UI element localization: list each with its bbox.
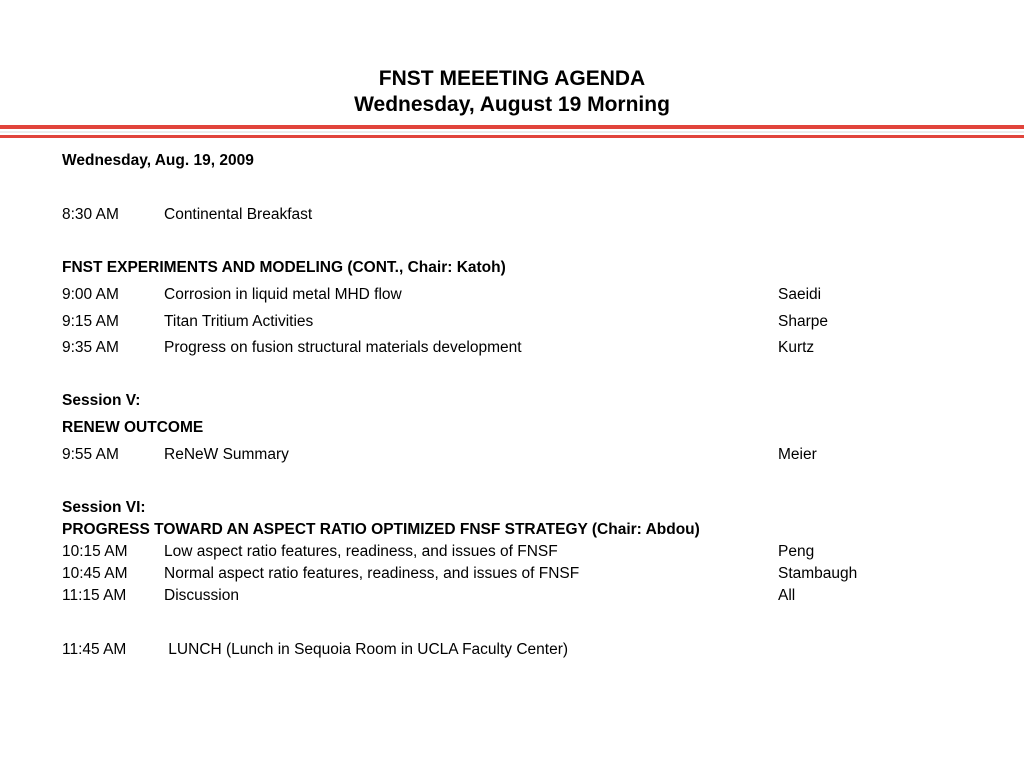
agenda-row xyxy=(62,542,962,562)
agenda-row-lunch xyxy=(62,640,962,660)
row-time: 11:15 AM xyxy=(62,587,127,604)
row-time: 11:45 AM xyxy=(62,641,127,658)
row-time: 10:15 AM xyxy=(62,543,128,560)
row-time: 9:15 AM xyxy=(62,313,119,330)
row-topic: Corrosion in liquid metal MHD flow xyxy=(164,286,402,303)
agenda-row xyxy=(62,586,962,606)
session-v-heading: RENEW OUTCOME xyxy=(62,419,204,436)
row-speaker: All xyxy=(778,587,796,604)
row-time: 9:55 AM xyxy=(62,446,119,463)
row-topic: Progress on fusion structural materials development xyxy=(164,339,522,356)
row-topic: Discussion xyxy=(164,587,239,604)
agenda-subtitle-day: Wednesday, xyxy=(354,93,475,116)
row-speaker: Saeidi xyxy=(778,286,822,303)
row-topic: ReNeW Summary xyxy=(164,446,289,463)
row-speaker: Peng xyxy=(778,543,815,560)
row-time: 9:00 AM xyxy=(62,286,119,303)
session-vi-heading: PROGRESS TOWARD AN ASPECT RATIO OPTIMIZED FNSF STRATEGY (Chair: Abdou) xyxy=(62,521,700,538)
agenda-row xyxy=(62,564,962,584)
agenda-row-breakfast xyxy=(62,205,962,225)
date-line: Wednesday, Aug. 19, 2009 xyxy=(62,152,254,169)
row-speaker: Sharpe xyxy=(778,313,828,330)
agenda-row xyxy=(62,312,962,332)
row-time: 10:45 AM xyxy=(62,565,128,582)
row-speaker: Kurtz xyxy=(778,339,815,356)
row-speaker: Stambaugh xyxy=(778,565,858,582)
agenda-row xyxy=(62,445,962,465)
row-time: 9:35 AM xyxy=(62,339,119,356)
session-v-label: Session V: xyxy=(62,392,141,409)
session-experiments-heading: FNST EXPERIMENTS AND MODELING (CONT., Chair: Katoh) xyxy=(62,259,506,276)
agenda-title-block xyxy=(0,66,1024,118)
agenda-row xyxy=(62,285,962,305)
session-vi-label: Session VI: xyxy=(62,499,146,516)
agenda-row xyxy=(62,338,962,358)
row-topic: Normal aspect ratio features, readiness, and issues of FNSF xyxy=(164,565,580,582)
row-topic: Low aspect ratio features, readiness, and issues of FNSF xyxy=(164,543,558,560)
agenda-subtitle xyxy=(0,92,1024,118)
header-rule-middle xyxy=(0,131,1024,133)
row-topic: Titan Tritium Activities xyxy=(164,313,314,330)
row-topic: Continental Breakfast xyxy=(164,206,313,223)
header-rule-bottom xyxy=(0,135,1024,138)
agenda-subtitle-rest: August 19 Morning xyxy=(479,93,670,116)
row-speaker: Meier xyxy=(778,446,817,463)
agenda-title: FNST MEEETING AGENDA xyxy=(378,67,646,90)
row-topic: LUNCH (Lunch in Sequoia Room in UCLA Faculty Center) xyxy=(164,641,569,658)
row-time: 8:30 AM xyxy=(62,206,119,223)
header-rule-top xyxy=(0,125,1024,129)
